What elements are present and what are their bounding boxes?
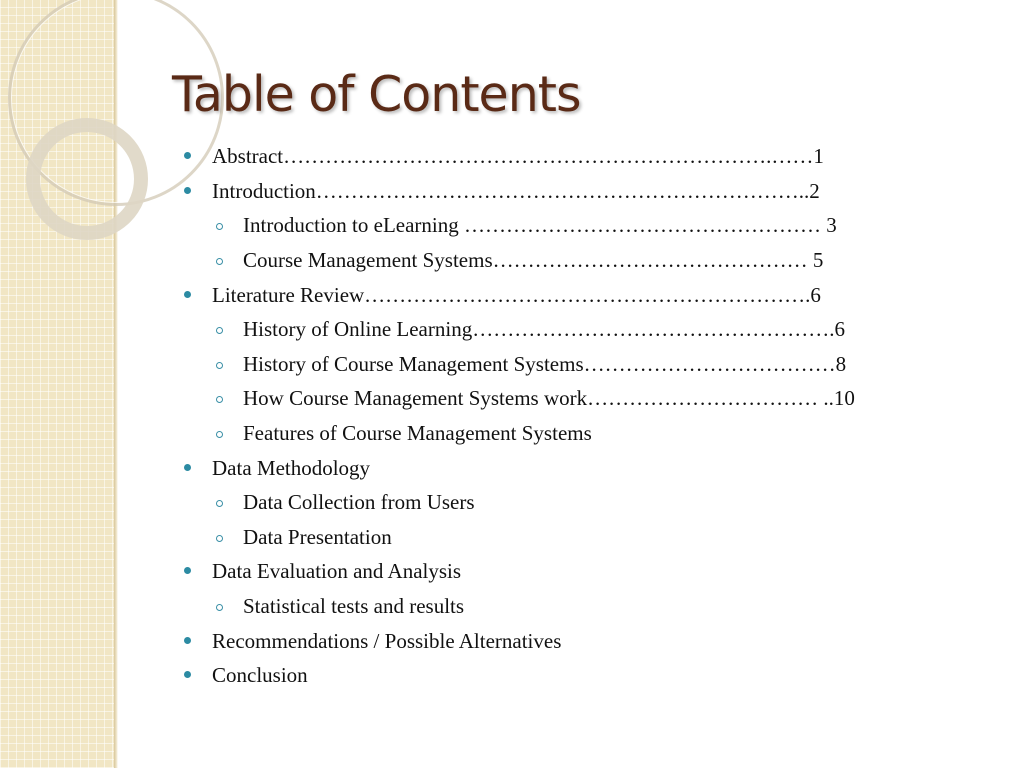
toc-item-text: Statistical tests and results: [243, 594, 465, 618]
bullet-dot-icon: [184, 464, 191, 471]
bullet-ring-icon: [216, 396, 223, 403]
bullet-ring-icon: [216, 327, 223, 334]
toc-item-text: Introduction to eLearning …………………………………………… 3: [243, 213, 837, 237]
toc-subitem-data-collection: [243, 492, 475, 513]
toc-item-data-evaluation: [212, 561, 461, 582]
bullet-ring-icon: [216, 362, 223, 369]
toc-item-text: Conclusion: [212, 663, 308, 687]
toc-item-text: Data Collection from Users: [243, 490, 475, 514]
toc-item-conclusion: [212, 665, 308, 686]
toc-subitem-statistical-tests: [243, 596, 464, 617]
bullet-dot-icon: [184, 671, 191, 678]
bullet-ring-icon: [216, 500, 223, 507]
toc-item-introduction: [212, 181, 820, 202]
bullet-dot-icon: [184, 187, 191, 194]
slide-title: Table of Contents: [172, 66, 581, 123]
decorative-thick-ring: [26, 118, 148, 240]
toc-subitem-history-of-online-learning: [243, 319, 845, 340]
toc-item-text: Introduction……………………………………………………………..2: [212, 179, 820, 203]
toc-subitem-features-of-cms: [243, 423, 592, 444]
toc-item-text: Abstract…………………………………………………………….……1: [212, 144, 824, 168]
toc-item-text: History of Course Management Systems………………………………8: [243, 352, 847, 376]
toc-item-text: Features of Course Management Systems: [243, 421, 592, 445]
toc-item-data-methodology: [212, 458, 370, 479]
bullet-ring-icon: [216, 258, 223, 265]
bullet-ring-icon: [216, 535, 223, 542]
toc-item-text: Data Evaluation and Analysis: [212, 559, 462, 583]
toc-subitem-how-cms-work: [243, 388, 855, 409]
toc-subitem-data-presentation: [243, 527, 392, 548]
toc-item-text: Literature Review……………………………………………………….6: [212, 283, 821, 307]
bullet-dot-icon: [184, 567, 191, 574]
bullet-dot-icon: [184, 291, 191, 298]
bullet-ring-icon: [216, 431, 223, 438]
bullet-ring-icon: [216, 223, 223, 230]
toc-item-text: Data Methodology: [212, 456, 371, 480]
toc-item-abstract: [212, 146, 824, 167]
bullet-dot-icon: [184, 637, 191, 644]
toc-subitem-history-of-course-management-systems: [243, 354, 846, 375]
toc-item-text: Course Management Systems……………………………………… 5: [243, 248, 824, 272]
toc-item-literature-review: [212, 285, 821, 306]
toc-item-text: History of Online Learning…………………………………………….6: [243, 317, 845, 341]
toc-item-recommendations: [212, 631, 561, 652]
toc-item-text: How Course Management Systems work…………………………… ..10: [243, 386, 855, 410]
bullet-ring-icon: [216, 604, 223, 611]
toc-subitem-course-management-systems: [243, 250, 823, 271]
toc-item-text: Recommendations / Possible Alternatives: [212, 629, 562, 653]
toc-item-text: Data Presentation: [243, 525, 392, 549]
toc-subitem-introduction-to-elearning: [243, 215, 837, 236]
